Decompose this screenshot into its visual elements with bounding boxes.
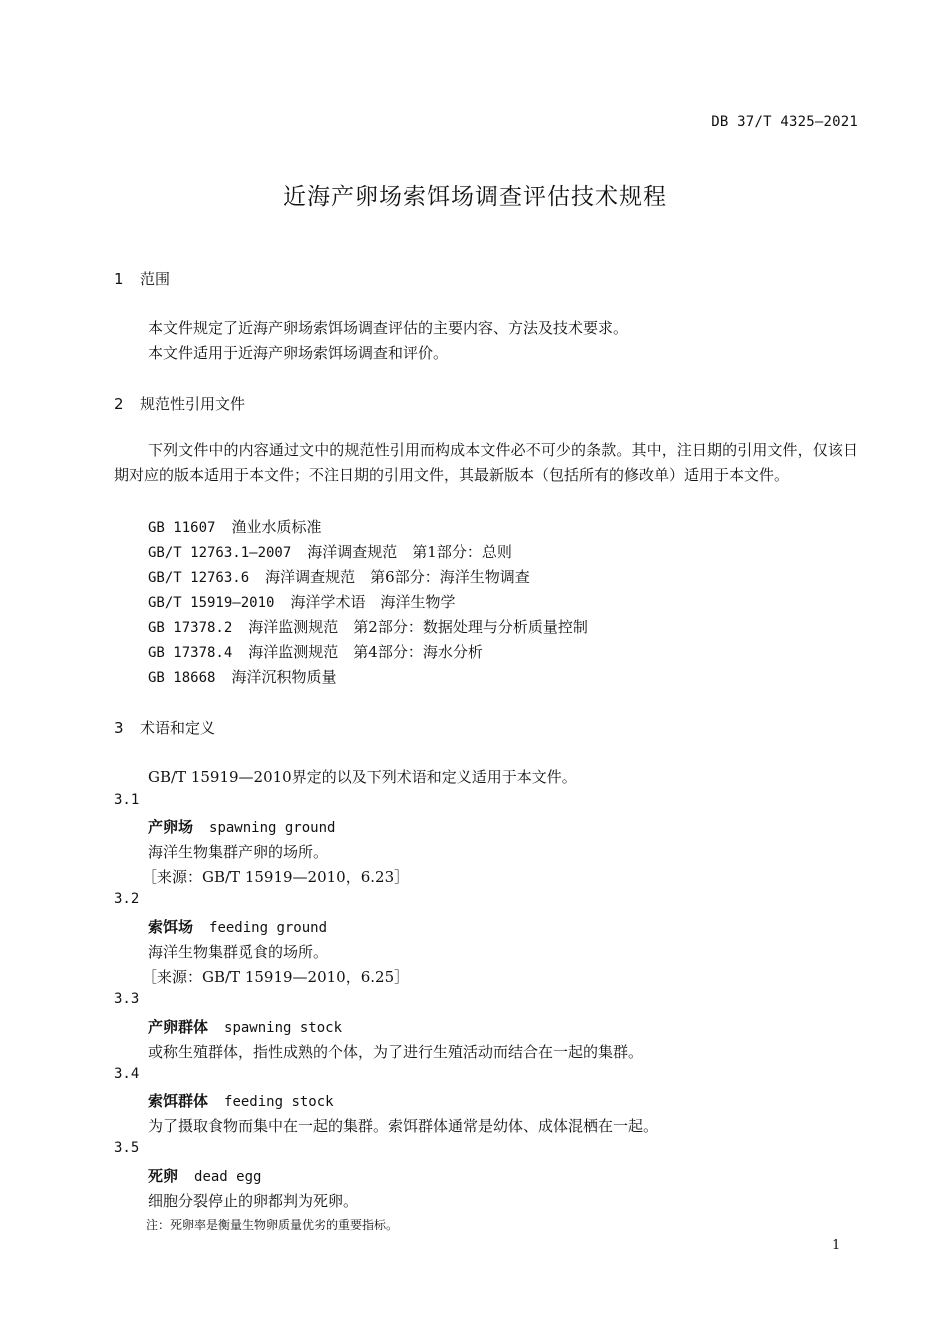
- term-source: ［来源：GB/T 15919—2010，6.25］: [142, 968, 410, 986]
- term-number: 3.2: [114, 891, 140, 907]
- term-definition: 为了摄取食物而集中在一起的集群。索饵群体通常是幼体、成体混栖在一起。: [148, 1117, 659, 1135]
- section-number: 1: [114, 270, 124, 288]
- term-definition: 细胞分裂停止的卵都判为死卵。: [148, 1192, 359, 1210]
- term-english: feeding ground: [209, 920, 328, 936]
- reference-title: 海洋学术语 海洋生物学: [290, 593, 456, 611]
- page-number: 1: [832, 1238, 841, 1253]
- section-3-heading: [114, 717, 215, 738]
- reference-code: GB 17378.2: [148, 620, 233, 636]
- reference-code: GB/T 15919—2010: [148, 595, 275, 611]
- reference-title: 海洋监测规范 第4部分：海水分析: [248, 643, 483, 661]
- standard-code: DB 37/T 4325—2021: [711, 114, 858, 130]
- term-chinese: 索饵群体: [148, 1092, 209, 1110]
- term-number: 3.1: [114, 792, 140, 808]
- section-title: 术语和定义: [140, 719, 216, 737]
- reference-title: 海洋调查规范 第1部分：总则: [307, 543, 512, 561]
- reference-title: 海洋调查规范 第6部分：海洋生物调查: [265, 568, 530, 586]
- term-number: 3.3: [114, 991, 140, 1007]
- reference-code: GB 17378.4: [148, 645, 233, 661]
- term-number: 3.4: [114, 1066, 140, 1082]
- term-chinese: 死卵: [148, 1167, 179, 1185]
- section-2-heading: [114, 393, 245, 414]
- reference-item: [148, 641, 483, 662]
- paragraph: 本文件适用于近海产卵场索饵场调查和评价。: [148, 344, 449, 362]
- reference-item: [148, 666, 336, 687]
- reference-item: [148, 616, 588, 637]
- reference-code: GB 18668: [148, 670, 216, 686]
- term-definition: 海洋生物集群觅食的场所。: [148, 943, 329, 961]
- section-title: 范围: [140, 270, 171, 288]
- reference-code: GB/T 12763.1—2007: [148, 545, 292, 561]
- term-definition: 或称生殖群体，指性成熟的个体，为了进行生殖活动而结合在一起的集群。: [148, 1043, 644, 1061]
- term-heading: [148, 816, 335, 837]
- reference-item: [148, 591, 455, 612]
- reference-item: [148, 566, 530, 587]
- section-number: 3: [114, 719, 124, 737]
- term-heading: [148, 916, 327, 937]
- reference-item: [148, 516, 321, 537]
- term-english: spawning ground: [209, 820, 336, 836]
- term-heading: [148, 1016, 342, 1037]
- reference-item: [148, 541, 512, 562]
- term-chinese: 索饵场: [148, 918, 194, 936]
- term-number: 3.5: [114, 1140, 140, 1156]
- term-heading: [148, 1090, 334, 1111]
- section-number: 2: [114, 395, 124, 413]
- reference-title: 海洋沉积物质量: [231, 668, 337, 686]
- document-title: 近海产卵场索饵场调查评估技术规程: [283, 184, 667, 210]
- term-definition: 海洋生物集群产卵的场所。: [148, 843, 329, 861]
- term-english: dead egg: [194, 1169, 262, 1185]
- term-english: spawning stock: [224, 1020, 343, 1036]
- reference-title: 渔业水质标准: [231, 518, 322, 536]
- section-1-heading: [114, 268, 170, 289]
- term-note: 注：死卵率是衡量生物卵质量优劣的重要指标。: [146, 1218, 399, 1232]
- section-3-intro: GB/T 15919—2010界定的以及下列术语和定义适用于本文件。: [148, 768, 577, 786]
- section-title: 规范性引用文件: [140, 395, 246, 413]
- term-chinese: 产卵场: [148, 818, 194, 836]
- reference-title: 海洋监测规范 第2部分：数据处理与分析质量控制: [248, 618, 588, 636]
- term-english: feeding stock: [224, 1094, 334, 1110]
- section-2-intro: 下列文件中的内容通过文中的规范性引用而构成本文件必不可少的条款。其中，注日期的引用文件，仅该日期对应的版本适用于本文件；不注日期的引用文件，其最新版本（包括所有的修改单）适用于本文件。: [114, 441, 858, 484]
- paragraph: 本文件规定了近海产卵场索饵场调查评估的主要内容、方法及技术要求。: [148, 319, 629, 337]
- term-chinese: 产卵群体: [148, 1018, 209, 1036]
- reference-code: GB/T 12763.6: [148, 570, 250, 586]
- reference-code: GB 11607: [148, 520, 216, 536]
- term-heading: [148, 1165, 261, 1186]
- term-source: ［来源：GB/T 15919—2010，6.23］: [142, 868, 410, 886]
